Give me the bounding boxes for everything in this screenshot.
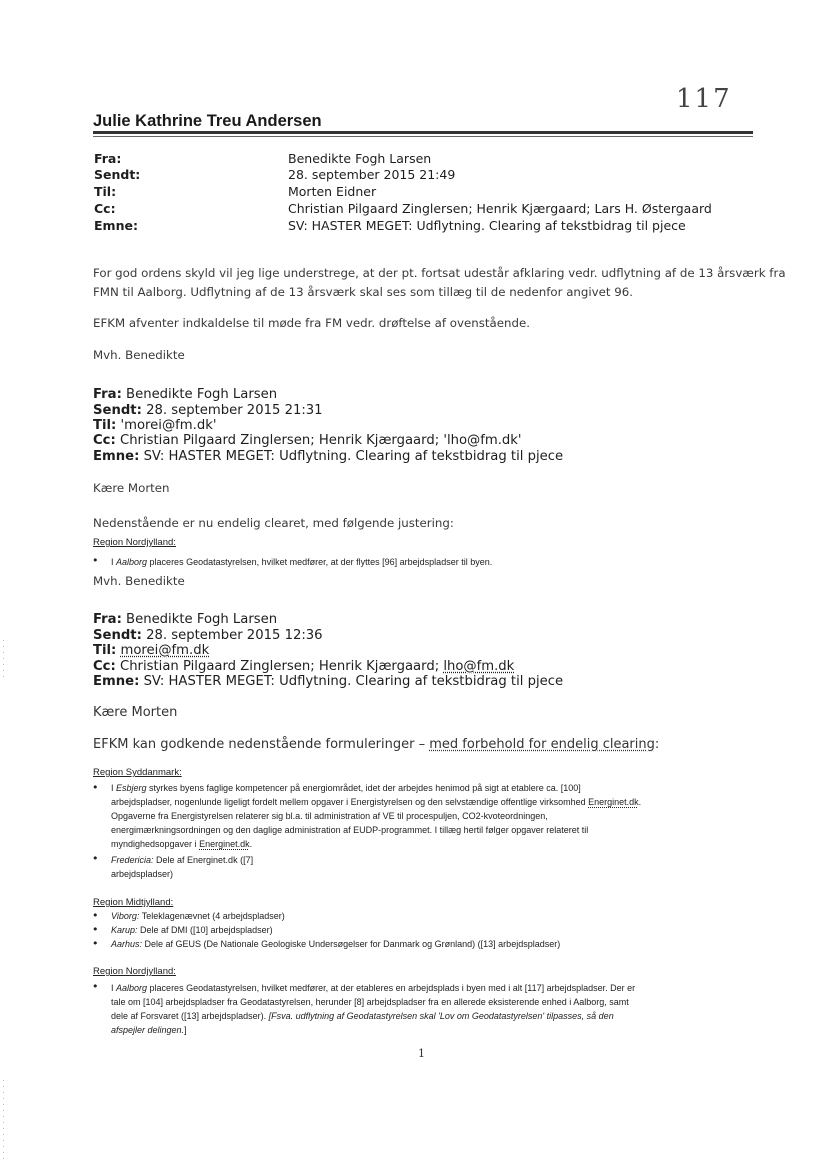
message3-sent: Sendt: 28. september 2015 12:36 [93,628,323,643]
message3-cc: Cc: Christian Pilgaard Zinglersen; Henrik Kjærgaard; lho@fm.dk [93,659,515,674]
message1-para1-line2: FMN til Aalborg. Udflytning af de 13 årsværk skal ses som tillæg til de nedenfor angivet 96. [93,285,634,299]
syddanmark-bullet1-line4: energimærkningsordningen og den daglige administration af EUDP-programmet. I tillæg hertil følger opgaver relateret til [111,825,589,835]
message2-bullet: I Aalborg placeres Geodatastyrelsen, hvilket medfører, at der flyttes [96] arbejdspladser til byen. [111,557,493,567]
scan-edge-marks [3,640,4,680]
sent-value: 28. september 2015 21:49 [288,167,456,182]
midtjylland-bullet2: Karup: Dele af DMI ([10] arbejdspladser) [111,925,273,935]
region-nordjylland-heading: Region Nordjylland: [93,966,176,977]
message2-intro: Nedenstående er nu endelig clearet, med følgende justering: [93,516,454,530]
midtjylland-bullet1: Viborg: Teleklagenævnet (4 arbejdspladser) [111,911,285,921]
message3-cc-email-link[interactable]: lho@fm.dk [443,659,515,674]
message3-greeting: Kære Morten [93,705,178,720]
syddanmark-bullet2-line1: Fredericia: Dele af Energinet.dk ([7] [111,855,254,865]
sent-label: Sendt: [94,167,141,182]
syddanmark-bullet2-line2: arbejdspladser) [111,869,174,879]
syddanmark-bullet1-line1: I Esbjerg styrkes byens faglige kompetencer på energiområdet, idet der arbejdes henimod på sigt at etablere ca. [100] [111,783,581,793]
region-midtjylland-heading: Region Midtjylland: [93,897,174,908]
message2-from: Fra: Benedikte Fogh Larsen [93,387,278,402]
cc-value: Christian Pilgaard Zinglersen; Henrik Kjærgaard; Lars H. Østergaard [288,201,712,216]
message2-cc: Cc: Christian Pilgaard Zinglersen; Henrik Kjærgaard; 'lho@fm.dk' [93,433,522,448]
message1-signoff: Mvh. Benedikte [93,348,185,362]
syddanmark-bullet1-line5: myndighedsopgaver i Energinet.dk. [111,839,253,849]
message3-from: Fra: Benedikte Fogh Larsen [93,612,278,627]
page-number: 1 [418,1047,425,1060]
subject-value: SV: HASTER MEGET: Udflytning. Clearing af tekstbidrag til pjece [288,218,686,233]
from-value: Benedikte Fogh Larsen [288,151,432,166]
cc-label: Cc: [94,201,116,216]
bullet-icon: • [92,554,99,567]
to-label: Til: [94,184,117,199]
syddanmark-bullet1-line3: Opgaverne fra Energistyrelsen relaterer sig bl.a. til administration af VE til procespuljen, CO2-kvoteordningen, [111,811,548,821]
message2-sent: Sendt: 28. september 2015 21:31 [93,403,323,418]
nordjylland-bullet1-line1: I Aalborg placeres Geodatastyrelsen, hvilket medfører, at der etableres en arbejdsplads i byen med i alt [117] arbejdspladser. Der er [111,983,636,993]
page-stamp-number: 117 [676,84,732,114]
region-syddanmark-heading: Region Syddanmark: [93,767,182,778]
bullet-icon: • [92,980,99,993]
bullet-icon: • [92,909,99,922]
nordjylland-bullet1-line3: dele af Forsvaret ([13] arbejdspladser). [Fsva. udflytning af Geodatastyrelsen skal 'Lov om Geodatastyrelsen' tilpasses, så den [111,1011,614,1021]
message3-to: Til: morei@fm.dk [93,643,210,658]
message2-signoff: Mvh. Benedikte [93,574,185,588]
syddanmark-bullet1-line2: arbejdspladser, nogenlunde ligeligt fordelt mellem opgaver i Energistyrelsen og den selvstændige offentlige virksomhed Energinet.dk. [111,797,642,807]
message2-subject: Emne: SV: HASTER MEGET: Udflytning. Clearing af tekstbidrag til pjece [93,449,564,464]
bullet-icon: • [92,923,99,936]
message2-greeting: Kære Morten [93,481,170,495]
message3-to-email-link[interactable]: morei@fm.dk [120,643,210,658]
midtjylland-bullet3: Aarhus: Dele af GEUS (De Nationale Geologiske Undersøgelser for Danmark og Grønland) ([13] arbejdspladser) [111,939,561,949]
message3-intro: EFKM kan godkende nedenstående formuleringer – med forbehold for endelig clearing: [93,737,660,752]
message1-para2: EFKM afventer indkaldelse til møde fra FM vedr. drøftelse af ovenstående. [93,316,530,330]
bullet-icon: • [92,937,99,950]
subject-label: Emne: [94,218,138,233]
message3-subject: Emne: SV: HASTER MEGET: Udflytning. Clearing af tekstbidrag til pjece [93,674,564,689]
energinet-link[interactable]: Energinet.dk [199,839,250,849]
scan-edge-marks [3,1080,4,1160]
nordjylland-bullet1-line4: afspejler delingen.] [111,1025,187,1035]
bullet-icon: • [92,781,99,794]
bullet-icon: • [92,852,99,865]
header-rule [93,131,753,137]
nordjylland-bullet1-line2: tale om [104] arbejdspladser fra Geodatastyrelsen, herunder [8] arbejdspladser fra en allerede eksisterende enhed i Aalborg, samt [111,997,629,1007]
message1-para1-line1: For god ordens skyld vil jeg lige understrege, at der pt. fortsat udestår afklaring vedr. udflytning af de 13 årsværk fra [93,266,786,280]
from-label: Fra: [94,151,122,166]
mailbox-owner-name: Julie Kathrine Treu Andersen [93,112,322,130]
message2-region-nordjylland: Region Nordjylland: [93,537,176,548]
energinet-link[interactable]: Energinet.dk [588,797,639,807]
message2-to: Til: 'morei@fm.dk' [93,418,217,433]
to-value: Morten Eidner [288,184,377,199]
